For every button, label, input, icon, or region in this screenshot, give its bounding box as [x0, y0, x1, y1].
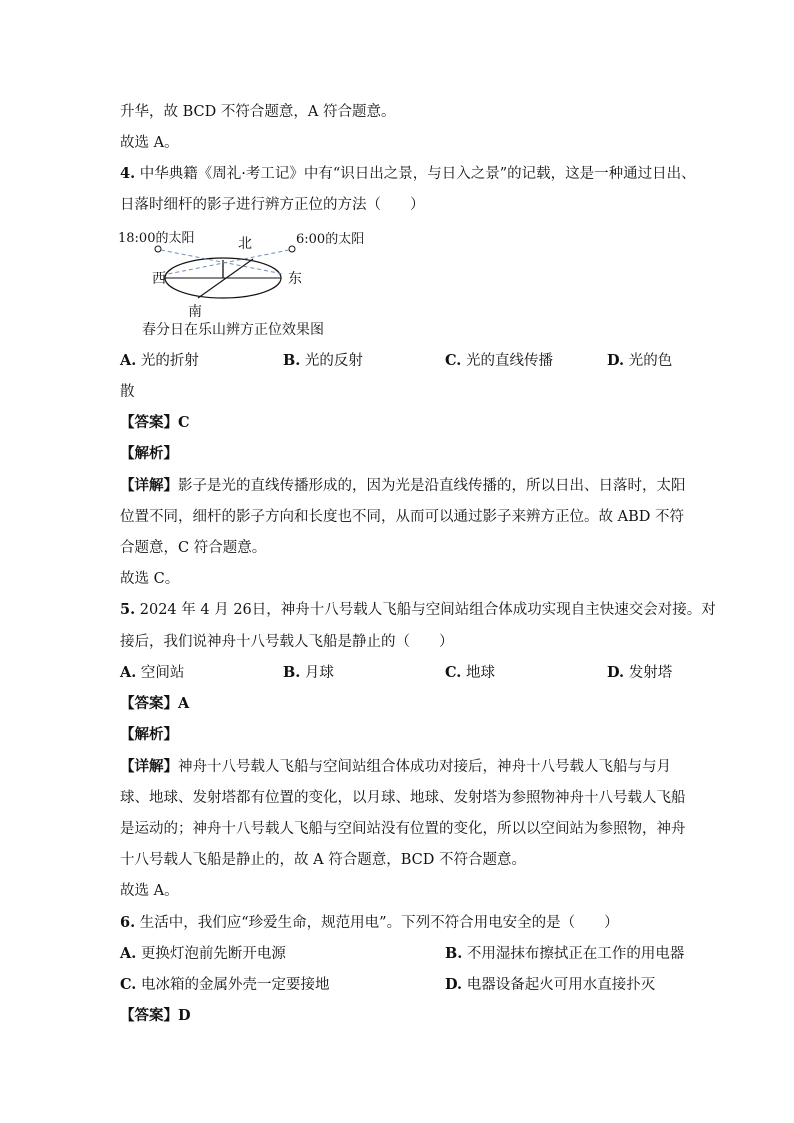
q5-option-a [120, 663, 184, 683]
option-letter: A. [120, 945, 137, 962]
q5-detail-line3: 是运动的；神舟十八号载人飞船与空间站没有位置的变化，所以以空间站为参照物，神舟 [120, 821, 686, 837]
q4-answer [120, 413, 190, 433]
q5-answer [120, 694, 189, 714]
q4-analysis-label: 【解析】 [120, 445, 178, 462]
answer-label: 【答案】 [120, 414, 178, 431]
answer-value: C [178, 414, 190, 431]
fig-sun-left-marker [155, 246, 161, 252]
option-letter: D. [607, 352, 625, 369]
fig-west-label: 西 [152, 271, 166, 287]
q4-stem-line2: 日落时细杆的影子进行辨方正位的方法（ ） [120, 197, 425, 213]
detail-text: 影子是光的直线传播形成的，因为光是沿直线传播的，所以日出、日落时，太阳 [178, 478, 686, 494]
option-text: 光的折射 [140, 353, 199, 369]
q4-conclusion: 故选 C。 [120, 571, 180, 587]
answer-label: 【答案】 [120, 1007, 178, 1024]
answer-value: D [178, 1007, 191, 1024]
option-text: 电冰箱的金属外壳一定要接地 [140, 977, 330, 993]
q5-detail-line1 [120, 757, 671, 777]
answer-value: A [178, 695, 190, 712]
option-text: 地球 [465, 665, 495, 681]
fig-sun-right-marker [289, 246, 295, 252]
q4-option-d [607, 351, 672, 371]
q5-detail-line2: 球、地球、发射塔都有位置的变化，以月球、地球、发射塔为参照物神舟十八号载人飞船 [120, 790, 686, 806]
q5-conclusion: 故选 A。 [120, 883, 179, 899]
option-letter: C. [445, 664, 462, 681]
q4-stem-text1: 中华典籍《周礼·考工记》中有“识日出之景，与日入之景”的记载，这是一种通过日出、 [139, 166, 696, 182]
fig-sun-left-label: 18:00的太阳 [118, 231, 195, 246]
option-letter: A. [120, 352, 137, 369]
q5-detail-line4: 十八号载人飞船是静止的，故 A 符合题意，BCD 不符合题意。 [120, 852, 526, 868]
option-text: 月球 [304, 665, 334, 681]
q4-option-c [445, 351, 553, 371]
option-letter: A. [120, 664, 137, 681]
q6-number: 6. [120, 914, 136, 931]
fig-sun-right-label: 6:00的太阳 [296, 232, 365, 247]
option-text: 光的色 [628, 353, 673, 369]
option-letter: D. [445, 976, 463, 993]
option-letter: B. [445, 945, 463, 962]
q6-answer [120, 1006, 191, 1026]
q6-stem [120, 913, 619, 933]
option-text: 不用湿抹布擦拭正在工作的用电器 [466, 946, 685, 962]
option-text: 更换灯泡前先断开电源 [140, 946, 286, 962]
q5-stem-line2: 接后，我们说神舟十八号载人飞船是静止的（ ） [120, 634, 454, 650]
option-text: 空间站 [140, 665, 185, 681]
option-letter: C. [445, 352, 462, 369]
fig-ray-left [161, 250, 283, 274]
q6-option-b [445, 944, 684, 964]
q4-option-b [283, 351, 363, 371]
option-letter: D. [607, 664, 625, 681]
q4-option-a [120, 351, 199, 371]
q6-stem-text: 生活中，我们应“珍爱生命，规范用电”。下列不符合用电安全的是（ ） [139, 915, 619, 931]
option-text: 电器设备起火可用水直接扑灭 [466, 977, 656, 993]
option-text: 光的直线传播 [465, 353, 553, 369]
q4-option-d-cont: 散 [120, 384, 135, 400]
q5-option-d [607, 663, 672, 683]
q4-stem-line1 [120, 164, 696, 184]
option-text: 光的反射 [304, 353, 363, 369]
q6-option-a [120, 944, 286, 964]
q6-option-c [120, 975, 329, 995]
q4-detail-line3: 合题意，C 符合题意。 [120, 540, 267, 556]
prev-explanation-line: 升华，故 BCD 不符合题意，A 符合题意。 [120, 104, 396, 120]
answer-label: 【答案】 [120, 695, 178, 712]
fig-east-label: 东 [288, 271, 302, 287]
fig-south-label: 南 [188, 304, 202, 320]
q5-stem-line1 [120, 600, 716, 620]
q5-option-b [283, 663, 334, 683]
option-text: 发射塔 [628, 665, 673, 681]
detail-text: 神舟十八号载人飞船与空间站组合体成功对接后，神舟十八号载人飞船与与月 [178, 759, 671, 775]
q5-analysis-label: 【解析】 [120, 726, 178, 743]
option-letter: B. [283, 352, 301, 369]
q4-detail-line1 [120, 476, 686, 496]
q5-option-c [445, 663, 495, 683]
q5-number: 5. [120, 601, 136, 618]
prev-conclusion: 故选 A。 [120, 135, 179, 151]
option-letter: B. [283, 664, 301, 681]
fig-north-label: 北 [238, 236, 252, 252]
q4-figure-caption: 春分日在乐山辨方正位效果图 [142, 322, 324, 338]
q4-number: 4. [120, 165, 136, 182]
q4-detail-line2: 位置不同，细杆的影子方向和长度也不同，从而可以通过影子来辨方正位。故 ABD 不符 [120, 509, 684, 525]
q5-stem-text1: 2024 年 4 月 26日，神舟十八号载人飞船与空间站组合体成功实现自主快速交会对接。对 [139, 602, 716, 618]
q6-option-d [445, 975, 655, 995]
detail-label: 【详解】 [120, 477, 178, 494]
option-letter: C. [120, 976, 137, 993]
detail-label: 【详解】 [120, 758, 178, 775]
